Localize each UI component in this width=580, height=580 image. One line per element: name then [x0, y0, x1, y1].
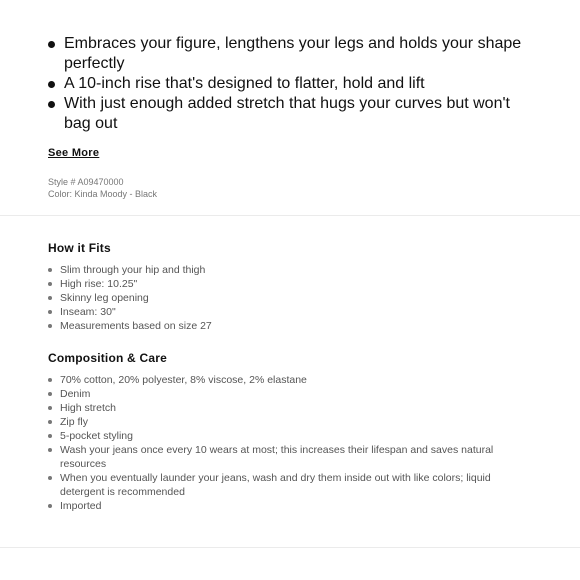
bullet-icon	[48, 434, 52, 438]
bullet-icon	[48, 448, 52, 452]
composition-care-section	[48, 351, 538, 513]
composition-text: Imported	[60, 500, 102, 512]
composition-item	[48, 401, 538, 415]
fit-text: Slim through your hip and thigh	[60, 264, 206, 276]
composition-text: 5-pocket styling	[60, 430, 133, 442]
composition-text: Zip fly	[60, 416, 89, 428]
fit-item	[48, 305, 538, 319]
fit-list	[48, 263, 538, 333]
how-it-fits-title: How it Fits	[48, 241, 111, 255]
fit-text: Inseam: 30"	[60, 306, 116, 318]
color-name: Color: Kinda Moody - Black	[48, 189, 158, 199]
section-divider	[0, 215, 580, 216]
bullet-icon	[48, 81, 55, 88]
fit-item	[48, 291, 538, 305]
bullet-icon	[48, 268, 52, 272]
product-meta	[48, 176, 532, 200]
bullet-icon	[48, 282, 52, 286]
composition-item	[48, 499, 538, 513]
feature-list	[48, 34, 532, 134]
composition-text: High stretch	[60, 402, 117, 414]
how-it-fits-section	[48, 241, 538, 333]
bullet-icon	[48, 504, 52, 508]
composition-item	[48, 387, 538, 401]
composition-item	[48, 373, 538, 387]
see-more-link[interactable]: See More	[48, 147, 100, 159]
bullet-icon	[48, 324, 52, 328]
fit-text: High rise: 10.25"	[60, 278, 138, 290]
bullet-icon	[48, 406, 52, 410]
feature-text: Embraces your figure, lengthens your legs and holds your shape perfectly	[64, 35, 522, 72]
feature-text: With just enough added stretch that hugs your curves but won't bag out	[64, 95, 510, 132]
bullet-icon	[48, 378, 52, 382]
fit-item	[48, 263, 538, 277]
composition-list	[48, 373, 538, 513]
bullet-icon	[48, 101, 55, 108]
composition-text: Denim	[60, 388, 91, 400]
composition-text: 70% cotton, 20% polyester, 8% viscose, 2% elastane	[60, 374, 307, 386]
composition-text: When you eventually launder your jeans, wash and dry them inside out with like colors; liquid detergent is recommended	[60, 472, 491, 498]
fit-text: Measurements based on size 27	[60, 320, 212, 332]
bullet-icon	[48, 420, 52, 424]
bullet-icon	[48, 296, 52, 300]
feature-item	[48, 94, 532, 134]
bullet-icon	[48, 476, 52, 480]
fit-item	[48, 277, 538, 291]
section-divider	[0, 547, 580, 548]
product-description	[0, 0, 580, 200]
composition-care-title: Composition & Care	[48, 351, 167, 365]
composition-item	[48, 429, 538, 443]
bullet-icon	[48, 41, 55, 48]
feature-item	[48, 74, 532, 94]
fit-text: Skinny leg opening	[60, 292, 149, 304]
bullet-icon	[48, 310, 52, 314]
composition-item	[48, 471, 538, 499]
fit-item	[48, 319, 538, 333]
composition-item	[48, 415, 538, 429]
style-number: Style # A09470000	[48, 177, 124, 187]
feature-text: A 10-inch rise that's designed to flatter, hold and lift	[64, 75, 425, 92]
bullet-icon	[48, 392, 52, 396]
composition-item	[48, 443, 538, 471]
feature-item	[48, 34, 532, 74]
composition-text: Wash your jeans once every 10 wears at most; this increases their lifespan and saves natural resources	[60, 444, 494, 470]
